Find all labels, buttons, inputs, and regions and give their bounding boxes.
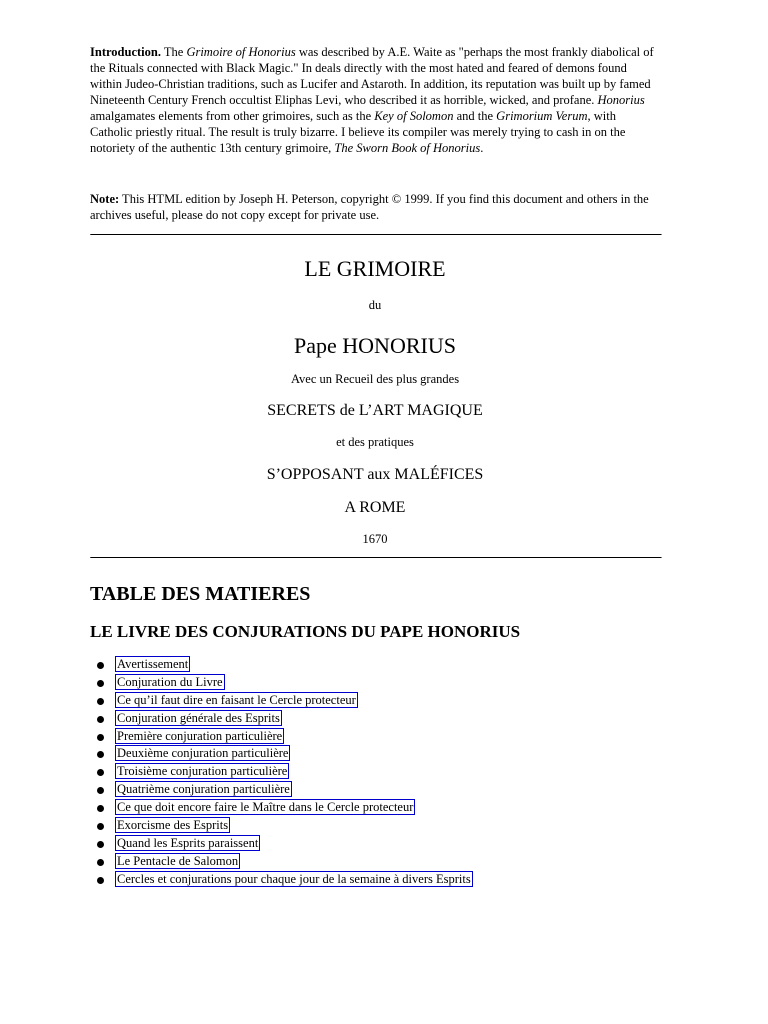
toc-item [90, 692, 473, 710]
introduction-paragraph [90, 44, 660, 156]
toc-link-exorcisme[interactable]: Exorcisme des Esprits [117, 818, 229, 833]
bullet-icon [97, 734, 104, 741]
intro-text-3: amalgamates elements from other grimoires, such as the [90, 109, 375, 123]
title-du: du [368, 298, 382, 312]
toc-item [90, 871, 473, 889]
toc-item [90, 763, 473, 781]
toc-link-cercle-protecteur[interactable]: Ce qu’il faut dire en faisant le Cercle protecteur [117, 692, 356, 707]
toc-link-avertissement[interactable]: Avertissement [117, 657, 189, 671]
toc-item [90, 710, 473, 728]
divider-bottom [90, 557, 662, 558]
toc-link-cercles-semaine[interactable]: Cercles et conjurations pour chaque jour de la semaine à divers Esprits [117, 871, 471, 886]
intro-text-6: . [480, 141, 484, 155]
toc-link-premiere-conjuration[interactable]: Première conjuration particulière [117, 728, 283, 743]
toc-list [90, 656, 473, 889]
bullet-icon [97, 680, 104, 687]
intro-title-grimorium-verum: Grimorium Verum [496, 109, 588, 123]
toc-link-deuxieme-conjuration[interactable]: Deuxième conjuration particulière [117, 746, 289, 761]
bullet-icon [97, 877, 104, 884]
toc-link-conjuration-generale[interactable]: Conjuration générale des Esprits [117, 710, 280, 725]
intro-title-key-of-solomon: Key of Solomon [374, 109, 454, 123]
bullet-icon [97, 805, 104, 812]
subtitle-recueil: Avec un Recueil des plus grandes [290, 372, 460, 386]
bullet-icon [97, 751, 104, 758]
title-le-grimoire: LE GRIMOIRE [304, 256, 446, 281]
bullet-icon [97, 787, 104, 794]
toc-link-quatrieme-conjuration[interactable]: Quatrième conjuration particulière [117, 782, 290, 797]
subtitle-pratiques: et des pratiques [336, 435, 414, 449]
bullet-icon [97, 841, 104, 848]
bullet-icon [97, 662, 104, 669]
intro-text-5: , with Catholic priestly ritual. The result is truly bizarre. I believe its compiler was merely trying to cash in on the notoriety of the authentic 13th century grimoire, [90, 109, 626, 155]
toc-item [90, 728, 473, 746]
subtitle-malefices: S’OPPOSANT aux MALÉFICES [266, 466, 484, 483]
bullet-icon [97, 859, 104, 866]
publication-year: 1670 [362, 532, 388, 546]
toc-link-pentacle-salomon[interactable]: Le Pentacle de Salomon [117, 853, 239, 868]
subtitle-secrets: SECRETS de L’ART MAGIQUE [267, 402, 483, 419]
note-label: Note: [90, 192, 120, 206]
title-pape-honorius: Pape HONORIUS [294, 333, 456, 358]
intro-title-honorius: Honorius [597, 93, 645, 107]
intro-text-4: and the [453, 109, 497, 123]
toc-link-conjuration-du-livre[interactable]: Conjuration du Livre [117, 674, 223, 689]
bullet-icon [97, 698, 104, 705]
bullet-icon [97, 769, 104, 776]
toc-subheading: LE LIVRE DES CONJURATIONS DU PAPE HONORIUS [90, 622, 521, 641]
toc-heading: TABLE DES MATIERES [90, 583, 311, 605]
note-text: This HTML edition by Joseph H. Peterson, copyright © 1999. If you find this document and others in the archives useful, please do not copy except for private use. [90, 192, 649, 222]
intro-title-sworn-book: The Sworn Book of Honorius [334, 141, 481, 155]
bullet-icon [97, 716, 104, 723]
toc-item [90, 745, 473, 763]
toc-item [90, 781, 473, 799]
toc-link-esprits-paraissent[interactable]: Quand les Esprits paraissent [117, 835, 259, 850]
toc-link-maitre-cercle[interactable]: Ce que doit encore faire le Maître dans le Cercle protecteur [117, 800, 414, 815]
toc-item [90, 799, 473, 817]
introduction-label: Introduction. [90, 45, 161, 59]
toc-item [90, 674, 473, 692]
intro-text-2: was described by A.E. Waite as "perhaps the most frankly diabolical of the Rituals connected with Black Magic." In deals directly with the most hated and feared of demons found within Judeo-Christian traditions, such as Lucifer and Astaroth. In addition, its reputation was built up by famed Nineteenth Century French occultist Eliphas Levi, who described it as horrible, wicked, and profane. [90, 45, 654, 107]
intro-title-grimoire-of-honorius: Grimoire of Honorius [186, 45, 296, 59]
toc-link-troisieme-conjuration[interactable]: Troisième conjuration particulière [117, 764, 288, 779]
toc-item [90, 835, 473, 853]
toc-item [90, 853, 473, 871]
divider-top [90, 234, 662, 235]
toc-item [90, 656, 473, 674]
note-paragraph [90, 191, 660, 223]
intro-text-1: The [160, 45, 187, 59]
bullet-icon [97, 823, 104, 830]
subtitle-a-rome: A ROME [344, 499, 406, 516]
toc-item [90, 817, 473, 835]
